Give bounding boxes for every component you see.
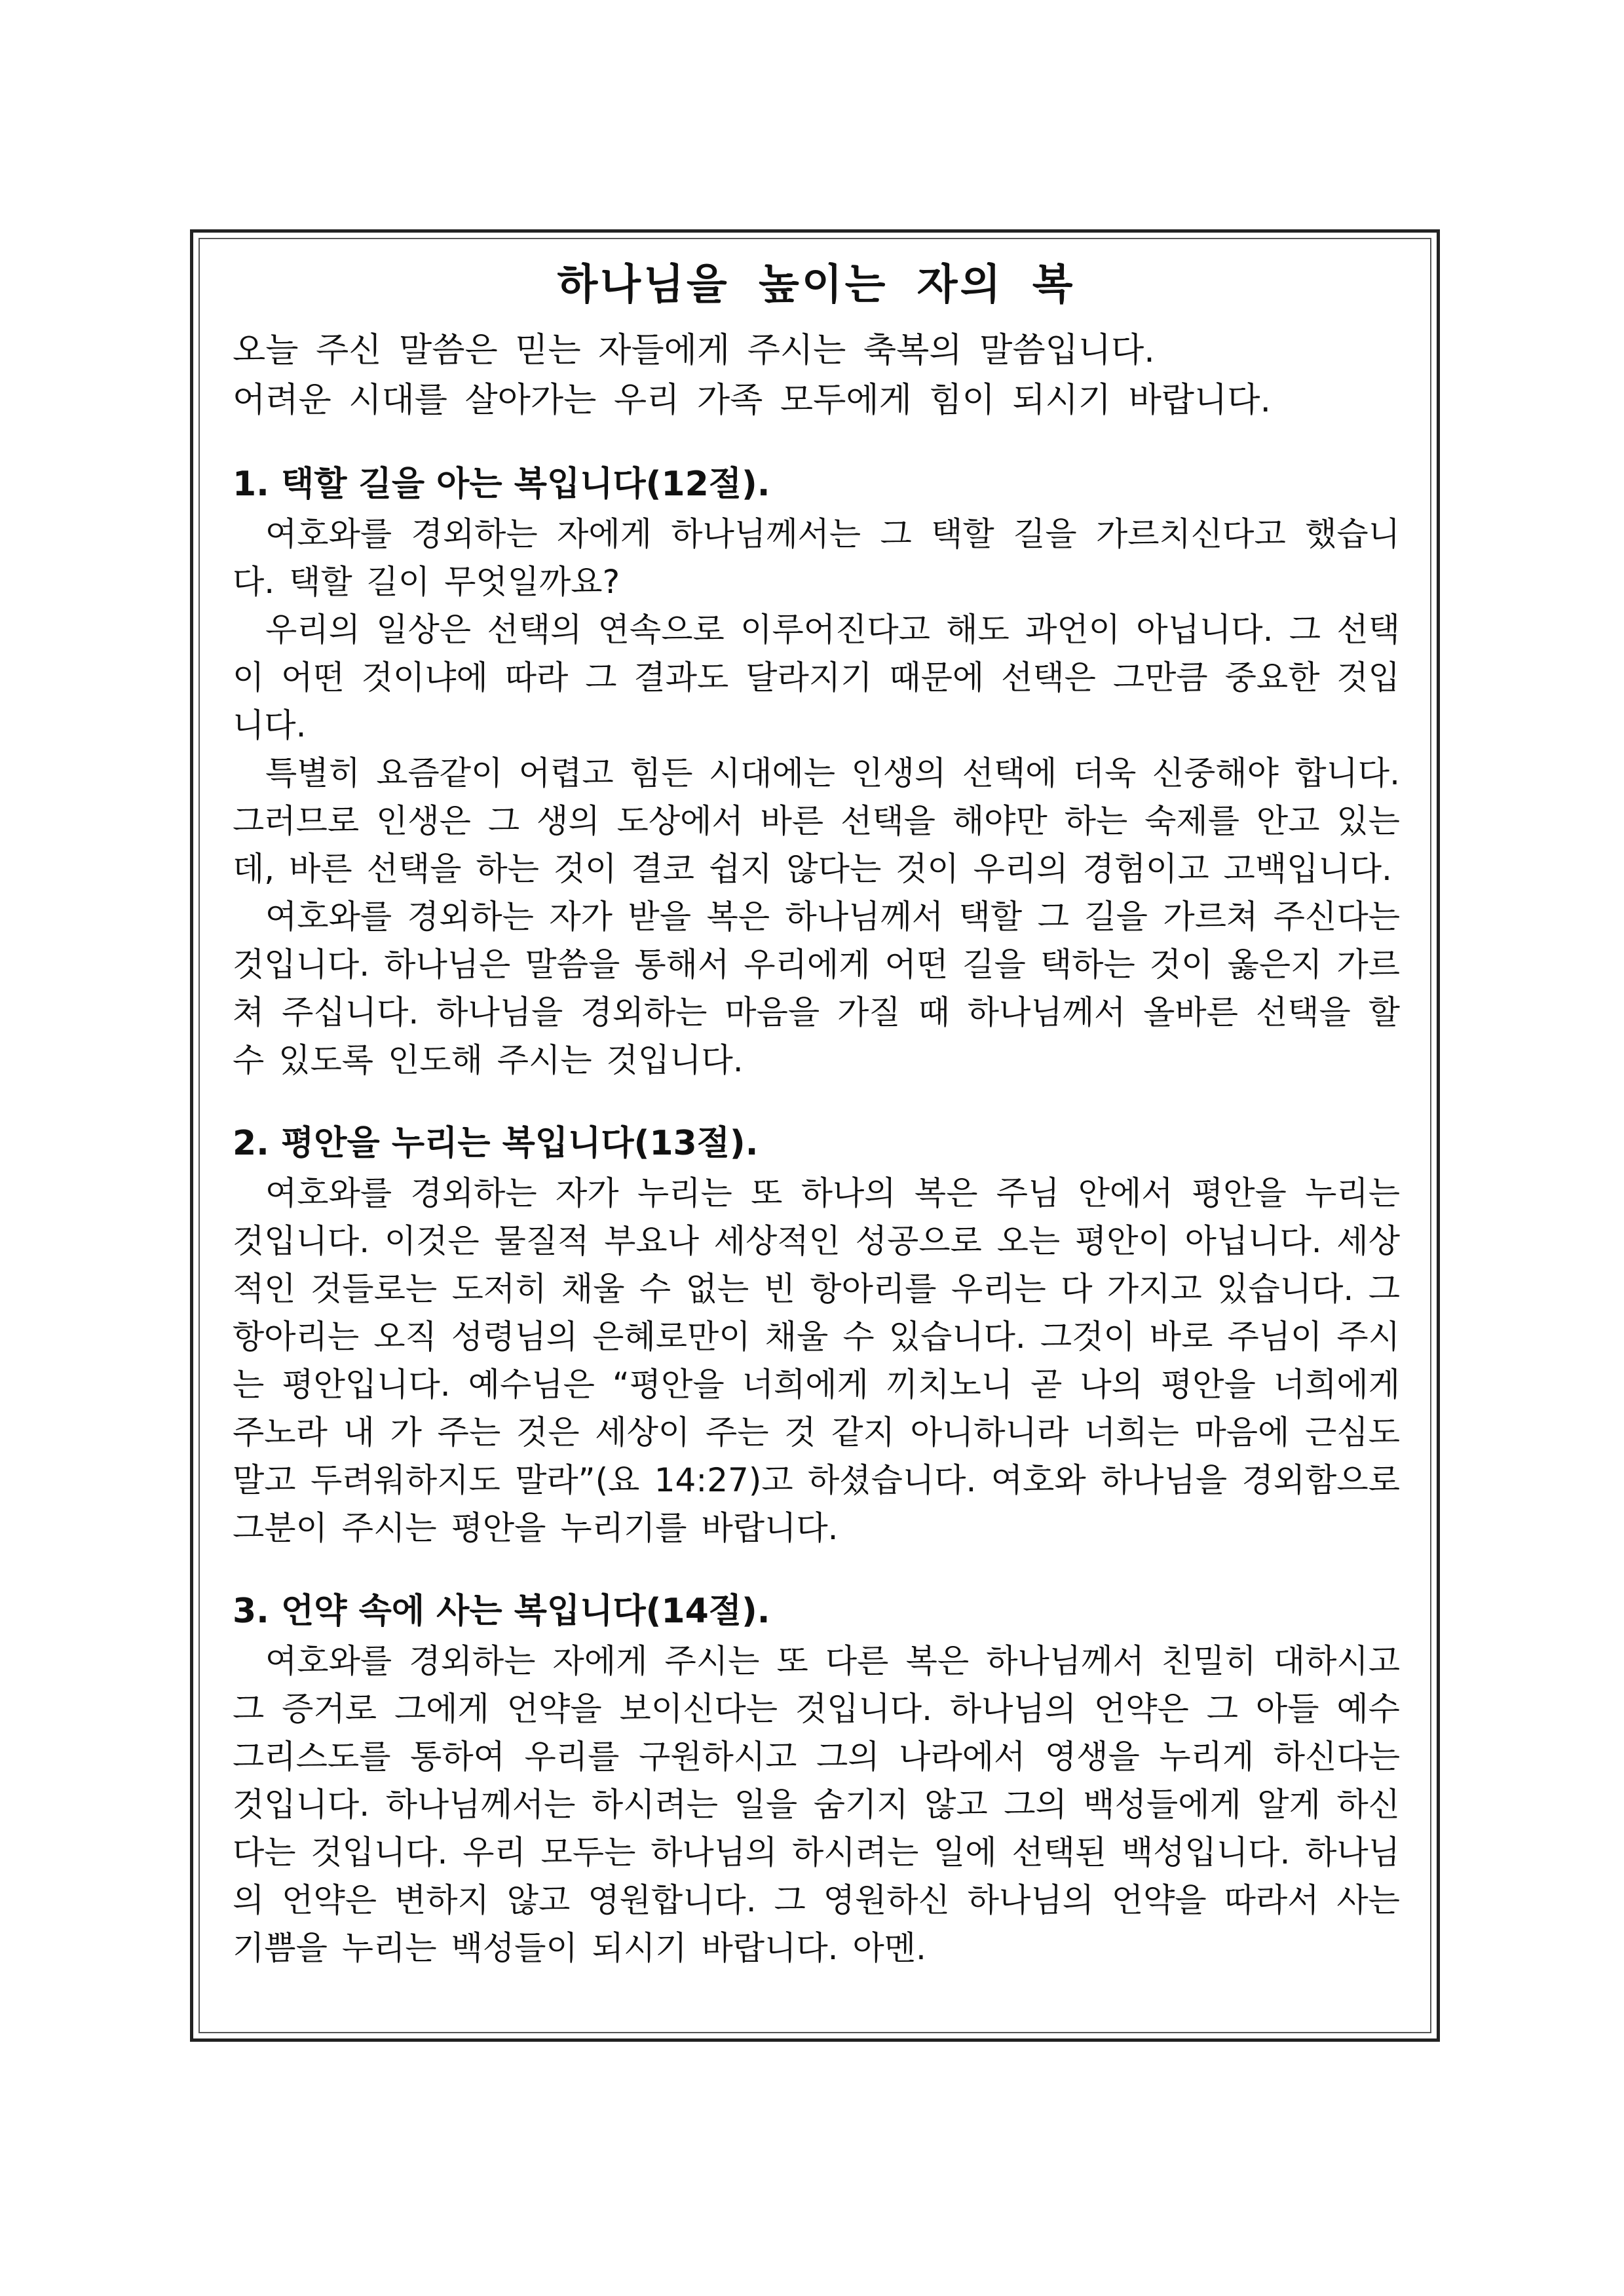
paragraph: 여호와를 경외하는 자에게 하나님께서는 그 택할 길을 가르치신다고 했습니다. 택할 길이 무엇일까요?: [233, 515, 1400, 601]
intro: [233, 326, 1400, 425]
paragraph: 우리의 일상은 선택의 연속으로 이루어진다고 해도 과언이 아닙니다. 그 선택이 어떤 것이냐에 따라 그 결과도 달라지기 때문에 선택은 그만큼 중요한 것입니다.: [233, 611, 1400, 744]
paragraph: 특별히 요즘같이 어렵고 힘든 시대에는 인생의 선택에 더욱 신중해야 합니다. 그러므로 인생은 그 생의 도상에서 바른 선택을 해야만 하는 숙제를 안고 있는데, 바른 선택을 하는 것이 결코 쉽지 않다는 것이 우리의 경험이고 고백입니다.: [233, 754, 1400, 888]
section-2: [233, 1117, 1400, 1552]
section-1: [233, 458, 1400, 1084]
document-body: [233, 252, 1400, 1972]
section-heading: 2. 평안을 누리는 복입니다(13절).: [233, 1124, 759, 1163]
intro-line: 어려운 시대를 살아가는 우리 가족 모두에게 힘이 되시기 바랍니다.: [233, 381, 1272, 420]
page-title: 하나님을 높이는 자의 복: [557, 261, 1076, 309]
paragraph: 여호와를 경외하는 자가 누리는 또 하나의 복은 주님 안에서 평안을 누리는 것입니다. 이것은 물질적 부요나 세상적인 성공으로 오는 평안이 아닙니다. 세상적인 것들로는 도저히 채울 수 없는 빈 항아리를 우리는 다 가지고 있습니다. 그 항아리는 오직 성령님의 은혜로만이 채울 수 있습니다. 그것이 바로 주님이 주시는 평안입니다. 예수님은 “평안을 너희에게 끼치노니 곧 나의 평안을 너희에게 주노라 내 가 주는 것은 세상이 주는 것 같지 아니하니라 너희는 마음에 근심도 말고 두려워하지도 말라”(요 14:27)고 하셨습니다. 여호와 하나님을 경외함으로 그분이 주시는 평안을 누리기를 바랍니다.: [233, 1174, 1400, 1547]
section-heading: 3. 언약 속에 사는 복입니다(14절).: [233, 1592, 770, 1631]
intro-line: 오늘 주신 말씀은 믿는 자들에게 주시는 축복의 말씀입니다.: [233, 331, 1155, 370]
section-3: [233, 1585, 1400, 1972]
paragraph: 여호와를 경외하는 자가 받을 복은 하나님께서 택할 그 길을 가르쳐 주신다는 것입니다. 하나님은 말씀을 통해서 우리에게 어떤 길을 택하는 것이 옳은지 가르쳐 주십니다. 하나님을 경외하는 마음을 가질 때 하나님께서 올바른 선택을 할 수 있도록 인도해 주시는 것입니다.: [233, 898, 1400, 1079]
section-heading: 1. 택할 길을 아는 복입니다(12절).: [233, 465, 770, 504]
paragraph: 여호와를 경외하는 자에게 주시는 또 다른 복은 하나님께서 친밀히 대하시고 그 증거로 그에게 언약을 보이신다는 것입니다. 하나님의 언약은 그 아들 예수 그리스도를 통하여 우리를 구원하시고 그의 나라에서 영생을 누리게 하신다는 것입니다. 하나님께서는 하시려는 일을 숨기지 않고 그의 백성들에게 알게 하신다는 것입니다. 우리 모두는 하나님의 하시려는 일에 선택된 백성입니다. 하나님의 언약은 변하지 않고 영원합니다. 그 영원하신 하나님의 언약을 따라서 사는 기쁨을 누리는 백성들이 되시기 바랍니다. 아멘.: [233, 1642, 1400, 1967]
